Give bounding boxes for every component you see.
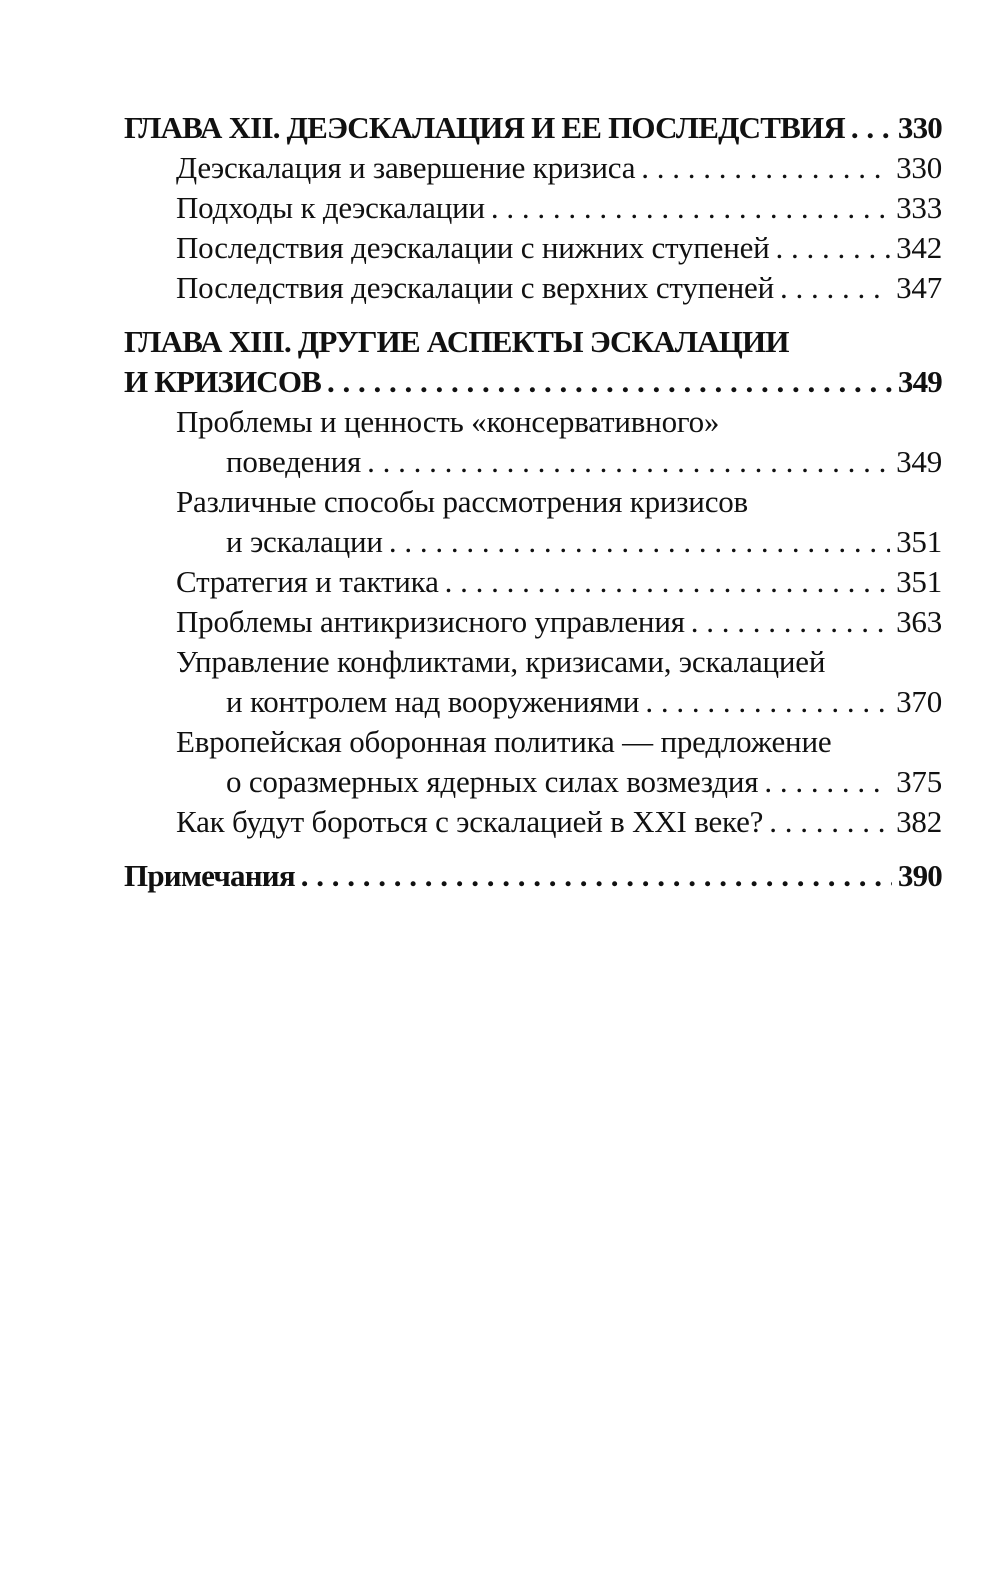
table-of-contents	[124, 108, 942, 896]
toc-entry-page: 375	[896, 764, 942, 799]
toc-entry-title-line1[interactable]: Проблемы и ценность «консервативного»	[176, 404, 720, 439]
toc-entry[interactable]	[124, 562, 942, 602]
toc-entry-title-line2: и контролем над вооружениями	[226, 684, 640, 719]
toc-entry-title: Последствия деэскалации с нижних ступеней	[176, 230, 770, 265]
chapter-13-block	[124, 322, 942, 842]
toc-entry-page: 330	[896, 150, 942, 185]
toc-entry-page: 333	[896, 190, 942, 225]
toc-entry-title: Стратегия и тактика	[176, 564, 439, 599]
dot-leader	[780, 268, 890, 308]
toc-entry-chapter-13[interactable]	[124, 362, 942, 402]
toc-entry-page: 342	[896, 230, 942, 265]
toc-entry-title-line2: поведения	[226, 444, 362, 479]
toc-entry[interactable]	[124, 682, 942, 722]
dot-leader	[367, 442, 890, 482]
toc-entry-title-line1[interactable]: Различные способы рассмотрения кризисов	[176, 484, 748, 519]
toc-entry[interactable]	[124, 268, 942, 308]
toc-entry-notes[interactable]	[124, 856, 942, 896]
notes-page: 390	[897, 858, 942, 893]
dot-leader	[445, 562, 890, 602]
notes-title: Примечания	[124, 858, 295, 893]
toc-entry-title: Деэскалация и завершение кризиса	[176, 150, 636, 185]
toc-entry-title-line1[interactable]: Управление конфликтами, кризисами, эскалацией	[176, 644, 826, 679]
dot-leader	[301, 856, 892, 896]
dot-leader	[327, 362, 892, 402]
toc-entry[interactable]	[124, 522, 942, 562]
toc-entry-page: 363	[896, 604, 942, 639]
toc-entry-title-line2: о соразмерных ядерных силах возмездия	[226, 764, 759, 799]
chapter-13-title-line1[interactable]: ГЛАВА XIII. ДРУГИЕ АСПЕКТЫ ЭСКАЛАЦИИ	[124, 324, 789, 359]
toc-entry-title-line1[interactable]: Европейская оборонная политика — предложение	[176, 724, 832, 759]
chapter-13-title-line2: И КРИЗИСОВ	[124, 364, 322, 399]
chapter-12-block	[124, 108, 942, 308]
toc-entry[interactable]	[124, 148, 942, 188]
dot-leader	[691, 602, 890, 642]
toc-entry[interactable]	[124, 802, 942, 842]
dot-leader	[769, 802, 890, 842]
toc-entry-title: Проблемы антикризисного управления	[176, 604, 685, 639]
chapter-12-page: 330	[897, 110, 942, 145]
toc-entry-page: 349	[896, 444, 942, 479]
dot-leader	[645, 682, 890, 722]
dot-leader	[389, 522, 890, 562]
toc-entry-page: 351	[896, 524, 942, 559]
toc-entry[interactable]	[124, 442, 942, 482]
dot-leader	[776, 228, 891, 268]
toc-entry-page: 351	[896, 564, 942, 599]
toc-entry-page: 382	[896, 804, 942, 839]
chapter-13-page: 349	[897, 364, 942, 399]
toc-entry-title: Подходы к деэскалации	[176, 190, 485, 225]
dot-leader	[851, 108, 892, 148]
toc-entry[interactable]	[124, 228, 942, 268]
toc-entry-page: 370	[896, 684, 942, 719]
toc-entry-title-line2: и эскалации	[226, 524, 383, 559]
toc-entry[interactable]	[124, 762, 942, 802]
toc-entry[interactable]	[124, 188, 942, 228]
toc-entry-chapter-12[interactable]	[124, 108, 942, 148]
dot-leader	[641, 148, 890, 188]
dot-leader	[764, 762, 890, 802]
toc-entry[interactable]	[124, 602, 942, 642]
toc-entry-title: Последствия деэскалации с верхних ступеней	[176, 270, 774, 305]
toc-entry-title: Как будут бороться с эскалацией в XXI веке?	[176, 804, 764, 839]
toc-entry-page: 347	[896, 270, 942, 305]
dot-leader	[491, 188, 890, 228]
chapter-12-title: ГЛАВА XII. ДЕЭСКАЛАЦИЯ И ЕЕ ПОСЛЕДСТВИЯ	[124, 110, 845, 145]
